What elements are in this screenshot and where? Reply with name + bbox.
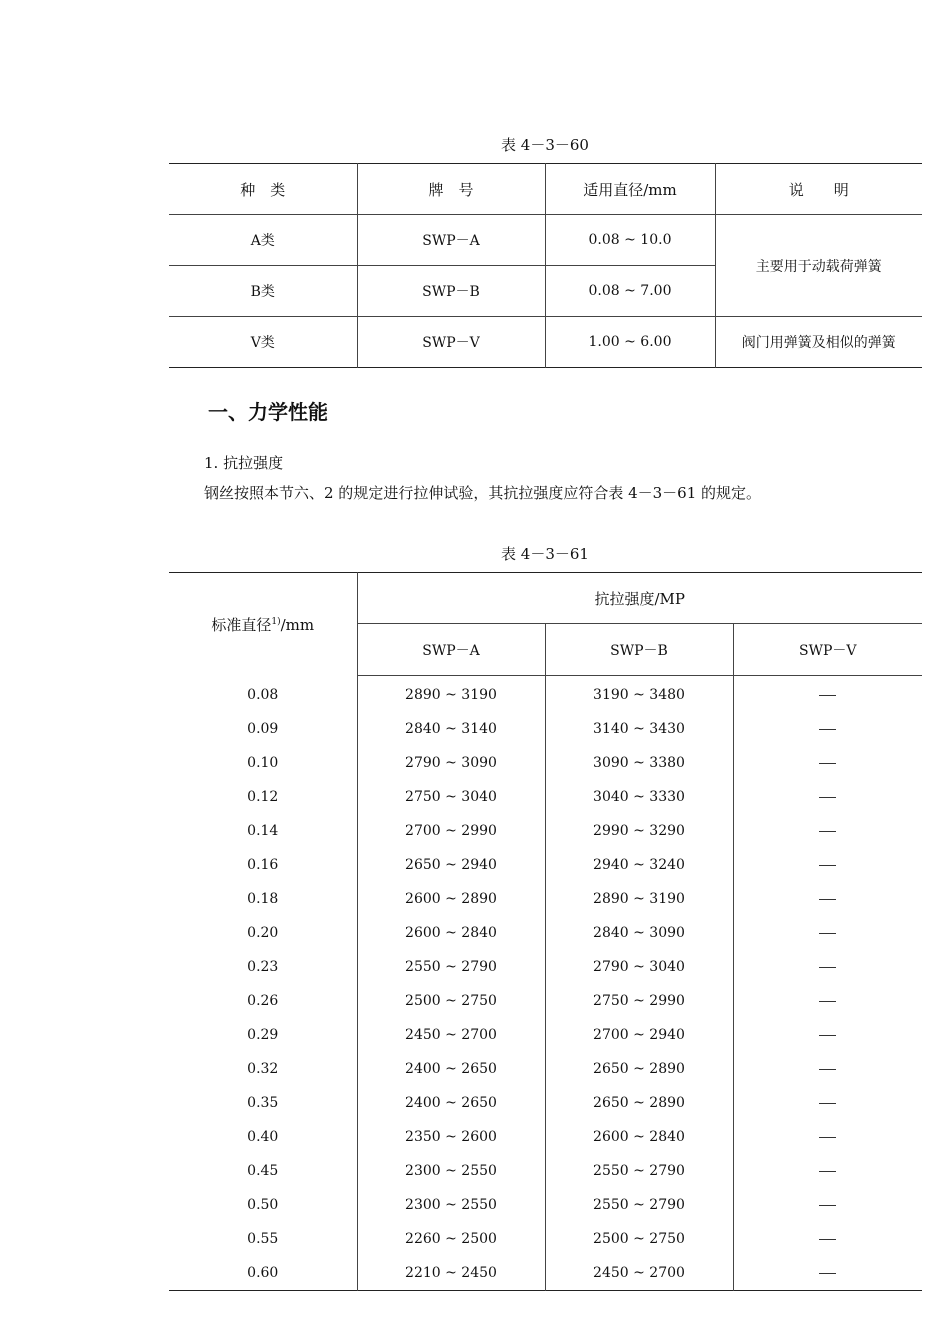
table-row xyxy=(169,1120,922,1154)
table-row xyxy=(169,814,922,848)
swp-a-cell: 2300 ~ 2550 xyxy=(357,1188,545,1222)
diameter-cell: 0.14 xyxy=(247,823,279,839)
table-row xyxy=(169,882,922,916)
diameter-cell: 0.16 xyxy=(247,857,279,873)
empty-dash xyxy=(819,1205,836,1206)
subheader-swp-v: SWP－V xyxy=(733,624,922,676)
swp-b-cell: 3190 ~ 3480 xyxy=(545,676,733,713)
swp-b-cell: 2940 ~ 3240 xyxy=(545,848,733,882)
table-row xyxy=(169,746,922,780)
diameter-cell: 0.08 ~ 7.00 xyxy=(545,266,715,317)
empty-dash xyxy=(819,729,836,730)
swp-b-cell: 2890 ~ 3190 xyxy=(545,882,733,916)
empty-dash xyxy=(819,933,836,934)
empty-dash xyxy=(819,763,836,764)
diameter-cell: 0.32 xyxy=(247,1061,279,1077)
empty-dash xyxy=(819,967,836,968)
swp-b-cell: 2600 ~ 2840 xyxy=(545,1120,733,1154)
swp-a-cell: 2890 ~ 3190 xyxy=(357,676,545,713)
description-cell: 主要用于动载荷弹簧 xyxy=(715,215,922,317)
table1-caption: 表 4－3－60 xyxy=(501,136,589,154)
swp-a-cell: 2350 ~ 2600 xyxy=(357,1120,545,1154)
swp-v-cell xyxy=(733,712,922,746)
empty-dash xyxy=(819,899,836,900)
type-cell: A类 xyxy=(169,215,357,266)
empty-dash xyxy=(819,695,836,696)
diameter-cell: 0.08 ~ 10.0 xyxy=(545,215,715,266)
header-description: 说 明 xyxy=(715,164,922,215)
header-tensile-strength: 抗拉强度/MP xyxy=(357,573,922,624)
table-row xyxy=(169,1188,922,1222)
table-row xyxy=(169,215,922,266)
diameter-cell: 0.40 xyxy=(247,1129,279,1145)
diameter-cell: 0.10 xyxy=(247,755,279,771)
table-row xyxy=(169,950,922,984)
subsection-heading: 1. 抗拉强度 xyxy=(204,454,284,472)
swp-a-cell: 2400 ~ 2650 xyxy=(357,1086,545,1120)
swp-b-cell: 2650 ~ 2890 xyxy=(545,1086,733,1120)
grade-cell: SWP－A xyxy=(357,215,545,266)
swp-v-cell xyxy=(733,1018,922,1052)
swp-a-cell: 2790 ~ 3090 xyxy=(357,746,545,780)
diameter-cell: 0.60 xyxy=(247,1265,279,1281)
table-row xyxy=(169,848,922,882)
swp-b-cell: 2790 ~ 3040 xyxy=(545,950,733,984)
swp-v-cell xyxy=(733,1154,922,1188)
type-cell: V类 xyxy=(169,317,357,368)
header-diameter: 适用直径/mm xyxy=(545,164,715,215)
table-row xyxy=(169,780,922,814)
diameter-cell: 0.08 xyxy=(247,686,279,703)
swp-b-cell: 2750 ~ 2990 xyxy=(545,984,733,1018)
empty-dash xyxy=(819,1239,836,1240)
swp-v-cell xyxy=(733,1052,922,1086)
table-row xyxy=(169,1018,922,1052)
empty-dash xyxy=(819,1001,836,1002)
swp-a-cell: 2840 ~ 3140 xyxy=(357,712,545,746)
swp-a-cell: 2300 ~ 2550 xyxy=(357,1154,545,1188)
empty-dash xyxy=(819,1069,836,1070)
table2-body xyxy=(169,676,922,1291)
swp-b-cell: 2550 ~ 2790 xyxy=(545,1154,733,1188)
swp-a-cell: 2650 ~ 2940 xyxy=(357,848,545,882)
swp-v-cell xyxy=(733,814,922,848)
table1-header-row xyxy=(169,164,922,215)
swp-v-cell xyxy=(733,676,922,713)
subheader-swp-a: SWP－A xyxy=(357,624,545,676)
swp-v-cell xyxy=(733,916,922,950)
swp-a-cell: 2500 ~ 2750 xyxy=(357,984,545,1018)
diameter-cell: 0.09 xyxy=(247,721,279,737)
table-row xyxy=(169,317,922,368)
empty-dash xyxy=(819,797,836,798)
table-row xyxy=(169,984,922,1018)
empty-dash xyxy=(819,1273,836,1274)
swp-a-cell: 2600 ~ 2890 xyxy=(357,882,545,916)
swp-b-cell: 2700 ~ 2940 xyxy=(545,1018,733,1052)
empty-dash xyxy=(819,1035,836,1036)
diameter-cell: 0.45 xyxy=(247,1163,279,1179)
diameter-cell: 0.29 xyxy=(247,1027,279,1043)
description-cell: 阀门用弹簧及相似的弹簧 xyxy=(715,317,922,368)
swp-a-cell: 2550 ~ 2790 xyxy=(357,950,545,984)
table-row xyxy=(169,1154,922,1188)
type-cell: B类 xyxy=(169,266,357,317)
diameter-cell: 0.55 xyxy=(247,1231,279,1247)
diameter-cell: 0.50 xyxy=(247,1197,279,1213)
grade-cell: SWP－V xyxy=(357,317,545,368)
swp-v-cell xyxy=(733,1086,922,1120)
steel-wire-types-table xyxy=(169,163,922,368)
swp-b-cell: 2840 ~ 3090 xyxy=(545,916,733,950)
swp-b-cell: 2650 ~ 2890 xyxy=(545,1052,733,1086)
empty-dash xyxy=(819,1103,836,1104)
swp-v-cell xyxy=(733,882,922,916)
body-paragraph: 钢丝按照本节六、2 的规定进行拉伸试验，其抗拉强度应符合表 4－3－61 的规定。 xyxy=(204,484,762,502)
diameter-cell: 0.18 xyxy=(247,891,279,907)
swp-a-cell: 2400 ~ 2650 xyxy=(357,1052,545,1086)
swp-a-cell: 2700 ~ 2990 xyxy=(357,814,545,848)
table-row xyxy=(169,916,922,950)
swp-v-cell xyxy=(733,1222,922,1256)
swp-a-cell: 2600 ~ 2840 xyxy=(357,916,545,950)
swp-v-cell xyxy=(733,950,922,984)
header-std-footnote: 1) xyxy=(271,616,281,627)
table-row xyxy=(169,676,922,713)
swp-b-cell: 2450 ~ 2700 xyxy=(545,1256,733,1291)
section-heading: 一、力学性能 xyxy=(208,400,328,424)
swp-b-cell: 2990 ~ 3290 xyxy=(545,814,733,848)
table-row xyxy=(169,1256,922,1291)
header-standard-diameter xyxy=(169,573,357,676)
diameter-cell: 0.35 xyxy=(247,1095,279,1111)
swp-b-cell: 3090 ~ 3380 xyxy=(545,746,733,780)
swp-b-cell: 2500 ~ 2750 xyxy=(545,1222,733,1256)
swp-b-cell: 3040 ~ 3330 xyxy=(545,780,733,814)
header-grade: 牌 号 xyxy=(357,164,545,215)
swp-v-cell xyxy=(733,984,922,1018)
table-row xyxy=(169,1222,922,1256)
swp-a-cell: 2260 ~ 2500 xyxy=(357,1222,545,1256)
empty-dash xyxy=(819,831,836,832)
diameter-cell: 0.26 xyxy=(247,993,279,1009)
diameter-cell: 0.12 xyxy=(247,789,279,805)
swp-a-cell: 2750 ~ 3040 xyxy=(357,780,545,814)
table-row xyxy=(169,1086,922,1120)
diameter-cell: 1.00 ~ 6.00 xyxy=(545,317,715,368)
swp-v-cell xyxy=(733,1120,922,1154)
header-std-text: 标准直径 xyxy=(211,615,272,634)
header-std-unit: /mm xyxy=(280,615,315,634)
swp-v-cell xyxy=(733,848,922,882)
swp-b-cell: 3140 ~ 3430 xyxy=(545,712,733,746)
swp-v-cell xyxy=(733,1188,922,1222)
swp-b-cell: 2550 ~ 2790 xyxy=(545,1188,733,1222)
tensile-strength-table xyxy=(169,572,922,1291)
swp-a-cell: 2450 ~ 2700 xyxy=(357,1018,545,1052)
swp-v-cell xyxy=(733,1256,922,1291)
empty-dash xyxy=(819,1137,836,1138)
header-type: 种 类 xyxy=(169,164,357,215)
empty-dash xyxy=(819,1171,836,1172)
table2-header-row xyxy=(169,573,922,624)
diameter-cell: 0.20 xyxy=(247,925,279,941)
swp-a-cell: 2210 ~ 2450 xyxy=(357,1256,545,1291)
swp-v-cell xyxy=(733,746,922,780)
swp-v-cell xyxy=(733,780,922,814)
diameter-cell: 0.23 xyxy=(247,959,279,975)
subheader-swp-b: SWP－B xyxy=(545,624,733,676)
empty-dash xyxy=(819,865,836,866)
table2-caption: 表 4－3－61 xyxy=(501,545,589,563)
table-row xyxy=(169,712,922,746)
grade-cell: SWP－B xyxy=(357,266,545,317)
table-row xyxy=(169,1052,922,1086)
